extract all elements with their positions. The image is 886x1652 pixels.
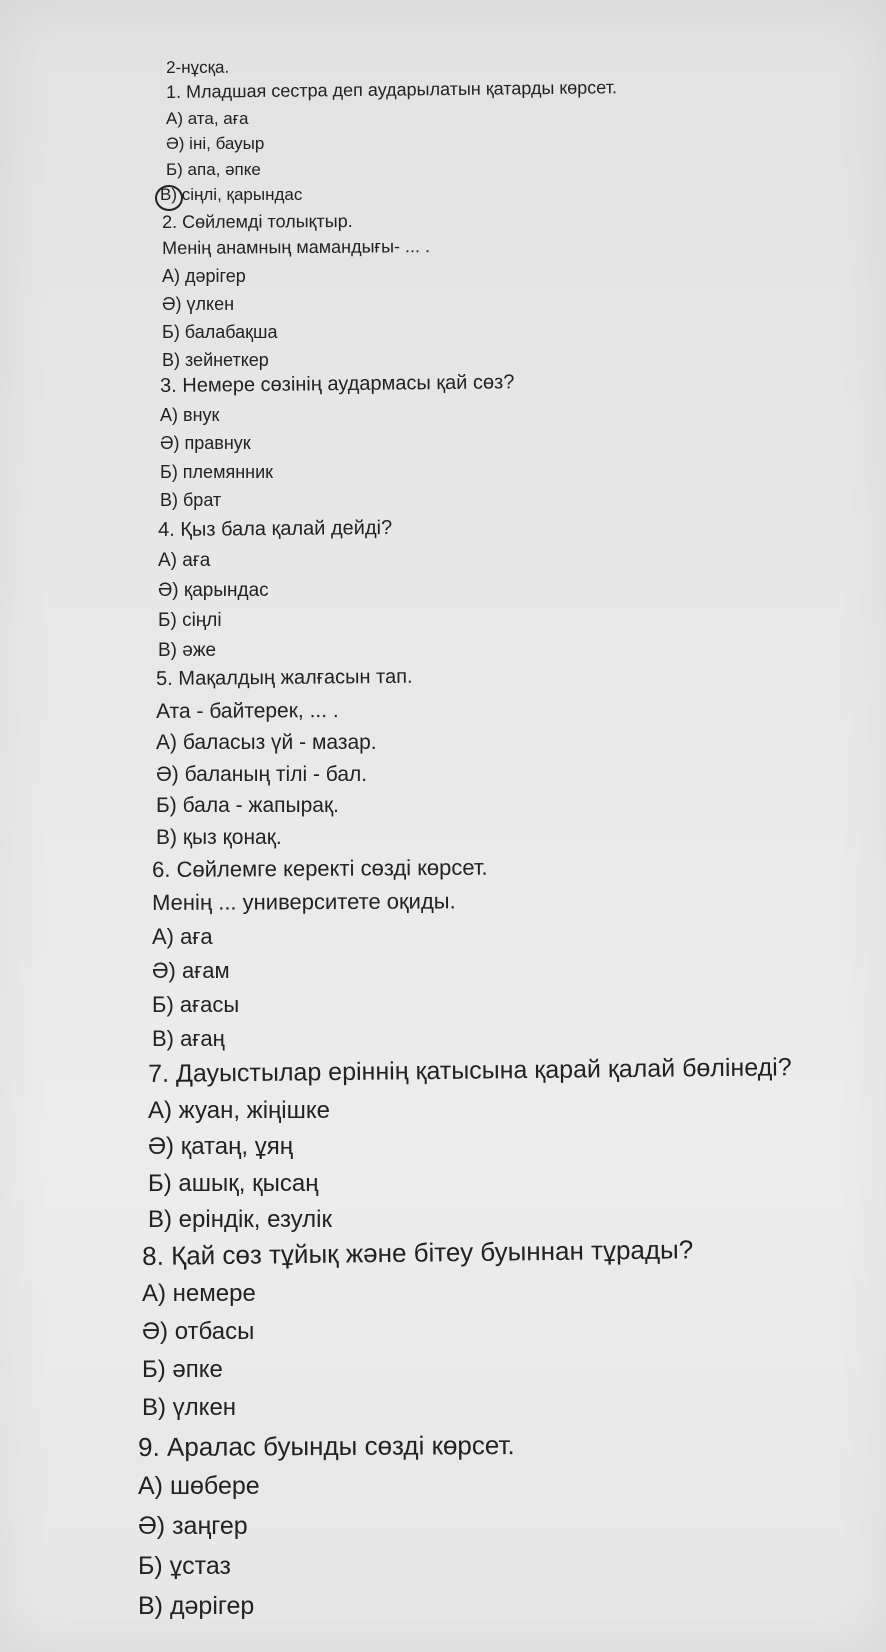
option: Ә) ағам	[152, 958, 230, 983]
option: Б) племянник	[160, 462, 274, 482]
question-text: 1. Младшая сестра деп аударылатын қатарды көрсет.	[166, 77, 618, 102]
option: А) дәрігер	[162, 266, 246, 286]
option: Ә) баланың тілі - бал.	[156, 763, 368, 786]
option: Б) ашық, қысаң	[148, 1170, 319, 1197]
option: Ә) үлкен	[162, 294, 235, 314]
option: Б) әпке	[142, 1356, 223, 1383]
variant-title: 2-нұсқа.	[166, 57, 230, 77]
option: А) жуан, жіңішке	[148, 1097, 331, 1124]
option: А) аға	[152, 924, 213, 949]
option: А) немере	[142, 1280, 256, 1307]
option: В) зейнеткер	[162, 350, 269, 370]
question-text: 7. Дауыстылар еріннің қатысына қарай қалай бөлінеді?	[148, 1053, 792, 1088]
question-text: 4. Қыз бала қалай дейді?	[158, 516, 393, 541]
answer-circle-mark	[155, 185, 183, 211]
question-prompt: Менің анамның мамандығы- ... .	[162, 236, 431, 258]
option: В) брат	[160, 490, 222, 510]
question-text: 5. Мақалдың жалғасын тап.	[156, 665, 413, 690]
option: Ә) қарындас	[158, 580, 269, 601]
question-prompt: Менің ... университете оқиды.	[152, 888, 456, 915]
option: Б) ұстаз	[138, 1552, 231, 1580]
option: А) внук	[160, 405, 220, 425]
option: А) шөбере	[138, 1472, 260, 1500]
option: Б) апа, әпке	[166, 160, 261, 179]
option-marked: В) сіңлі, қарындас	[160, 185, 303, 204]
question-text: 2. Сөйлемді толықтыр.	[162, 211, 353, 232]
option: Б) сіңлі	[158, 610, 222, 631]
option: Б) балабақша	[162, 322, 278, 342]
option: Б) бала - жапырақ.	[156, 794, 340, 817]
question-text: 3. Немере сөзінің аудармасы қай сөз?	[160, 371, 515, 397]
option: Ә) қатаң, ұяң	[148, 1133, 293, 1160]
option: Ә) іні, бауыр	[166, 134, 265, 153]
question-text: 9. Аралас буынды сөзді көрсет.	[138, 1430, 515, 1462]
option: В) әже	[158, 640, 217, 661]
option: Ә) заңгер	[138, 1512, 248, 1540]
option: Б) ағасы	[152, 992, 240, 1017]
question-prompt: Ата - байтерек, ... .	[156, 699, 339, 723]
option: Ә) правнук	[160, 433, 251, 453]
option: В) үлкен	[142, 1394, 237, 1421]
option: А) баласыз үй - мазар.	[156, 731, 377, 754]
question-text: 6. Сөйлемге керекті сөзді көрсет.	[152, 854, 488, 882]
option: В) еріндік, езулік	[148, 1206, 332, 1233]
option: В) дәрігер	[138, 1592, 255, 1620]
option: А) аға	[158, 550, 211, 571]
option: А) ата, аға	[166, 109, 249, 128]
option: Ә) отбасы	[142, 1318, 255, 1345]
question-text: 8. Қай сөз тұйық және бітеу буыннан тұрады?	[142, 1234, 694, 1271]
option: В) қыз қонақ.	[156, 826, 282, 849]
option: В) ағаң	[152, 1026, 225, 1051]
